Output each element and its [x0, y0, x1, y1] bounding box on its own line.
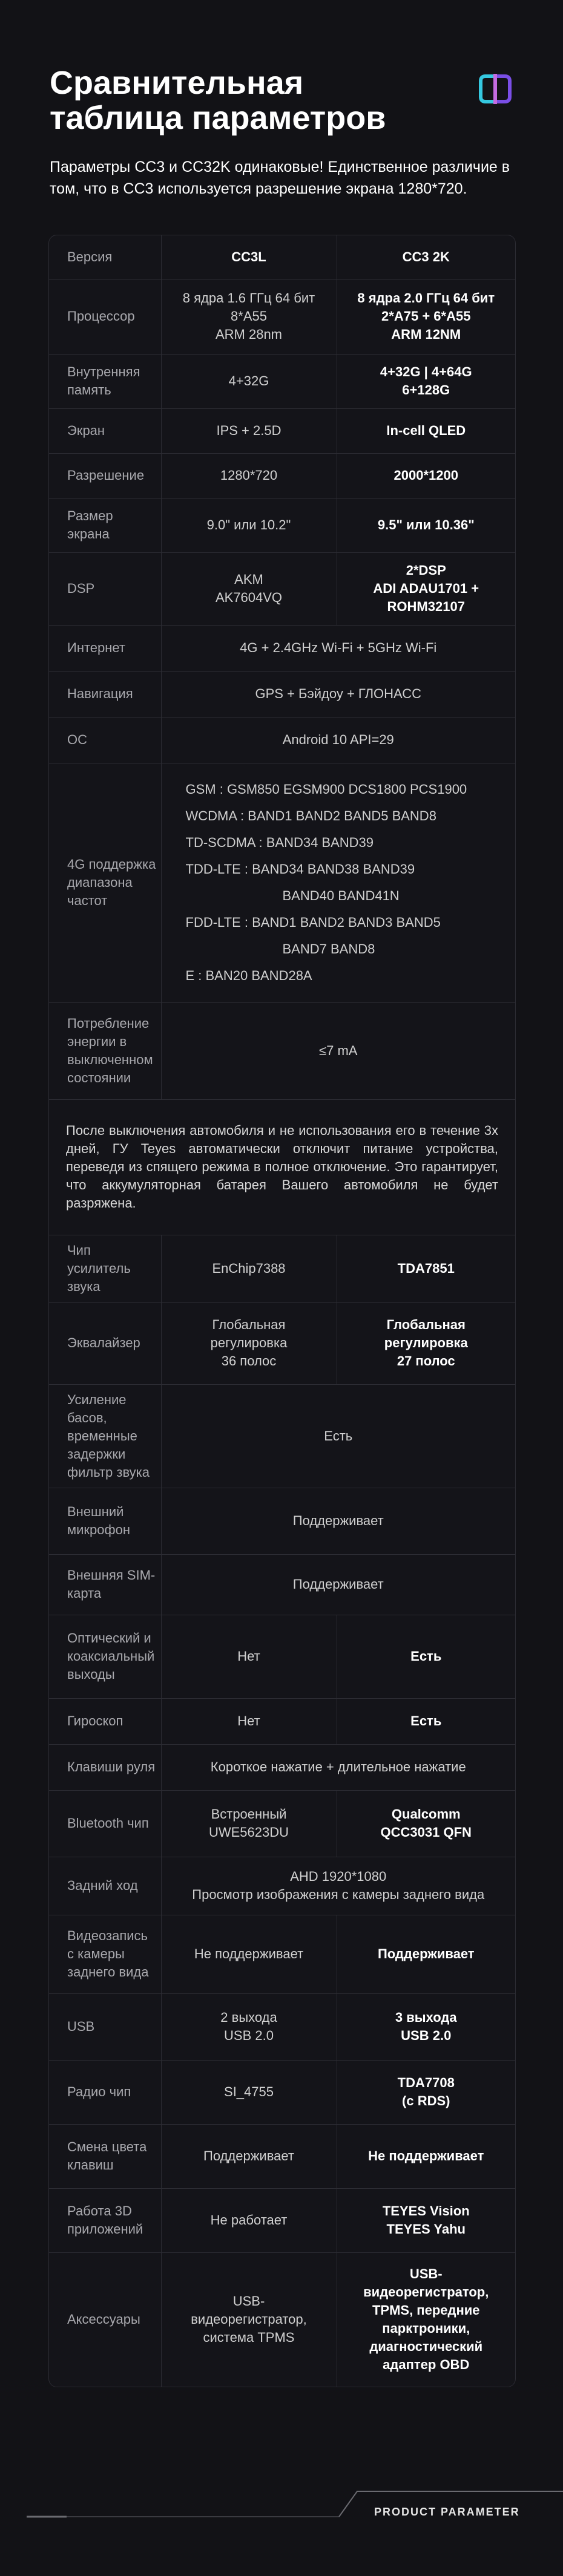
cell-cc32k: Не поддерживает: [337, 2124, 515, 2188]
cell-cc32k: In-cell QLED: [337, 408, 515, 453]
row-label: Аксессуары: [49, 2252, 161, 2387]
table-row-resolution: [49, 453, 515, 498]
table-row-bt: [49, 1790, 515, 1857]
band-line: BAND7 BAND8: [282, 941, 375, 956]
band-line: WCDMA : BAND1 BAND2 BAND5 BAND8: [185, 808, 436, 823]
table-row-radio: [49, 2060, 515, 2124]
band-line: TDD-LTE : BAND34 BAND38 BAND39: [185, 861, 415, 877]
table-row-navigation: [49, 671, 515, 717]
cell-cc32k: Есть: [337, 1615, 515, 1698]
table-row-apps3d: [49, 2188, 515, 2252]
cell-cc3l: Не работает: [161, 2188, 337, 2252]
band-line: BAND40 BAND41N: [282, 888, 400, 903]
row-label: Внешний микрофон: [49, 1488, 161, 1554]
teyes-logo-icon: [477, 71, 513, 106]
cell-cc3l: Глобальная регулировка 36 полос: [161, 1302, 337, 1384]
table-row-mic: [49, 1488, 515, 1554]
row-label: Экран: [49, 408, 161, 453]
row-label: Эквалайзер: [49, 1302, 161, 1384]
row-label: ОС: [49, 717, 161, 763]
row-label: Потребление энергии в выключенном состоянии: [49, 1002, 161, 1099]
row-label: Чип усилитель звука: [49, 1235, 161, 1302]
cell-merged: Поддерживает: [161, 1488, 515, 1554]
row-label: Оптический и коаксиальный выходы: [49, 1615, 161, 1698]
column-header-cc3l: CC3L: [161, 235, 337, 279]
cell-cc3l: Нет: [161, 1615, 337, 1698]
row-label: Задний ход: [49, 1857, 161, 1915]
cell-cc3l: USB- видеорегистратор, система TPMS: [161, 2252, 337, 2387]
row-label: Работа 3D приложений: [49, 2188, 161, 2252]
cell-merged: Короткое нажатие + длительное нажатие: [161, 1744, 515, 1790]
row-label: 4G поддержка диапазона частот: [49, 763, 161, 1002]
table-row-optical: [49, 1615, 515, 1698]
cell-cc32k: 8 ядра 2.0 ГГц 64 бит 2*A75 + 6*A55 ARM 12NM: [337, 279, 515, 354]
cell-cc32k: Qualcomm QCC3031 QFN: [337, 1790, 515, 1857]
row-label: Разрешение: [49, 453, 161, 498]
band-line: E : BAN20 BAND28A: [185, 968, 312, 983]
cell-cc3l: Не поддерживает: [161, 1915, 337, 1993]
cell-cc3l: 1280*720: [161, 453, 337, 498]
table-row-size: [49, 498, 515, 552]
band-line: GSM : GSM850 EGSM900 DCS1800 PCS1900: [185, 782, 467, 797]
table-row-internet: [49, 625, 515, 671]
cell-cc32k: Поддерживает: [337, 1915, 515, 1993]
cell-merged: ≤7 mA: [161, 1002, 515, 1099]
row-label: Навигация: [49, 671, 161, 717]
table-row-os: [49, 717, 515, 763]
row-label: Видеозапись с камеры заднего вида: [49, 1915, 161, 1993]
comparison-table: [48, 235, 516, 2387]
cell-merged: Есть: [161, 1384, 515, 1488]
cell-cc3l: IPS + 2.5D: [161, 408, 337, 453]
table-row-screen: [49, 408, 515, 453]
row-label: Усиление басов, временные задержки фильтр звука: [49, 1384, 161, 1488]
row-label: Гироскоп: [49, 1698, 161, 1744]
row-label: Радио чип: [49, 2060, 161, 2124]
table-row-keycolor: [49, 2124, 515, 2188]
table-row-sim: [49, 1554, 515, 1615]
page-title: Сравнительная таблица параметров: [50, 65, 386, 136]
row-label: Клавиши руля: [49, 1744, 161, 1790]
table-row-reverse: [49, 1857, 515, 1915]
cell-cc32k: USB- видеорегистратор, TPMS, передние парктроники, диагностический адаптер OBD: [363, 2266, 489, 2373]
table-row-amp: [49, 1235, 515, 1302]
row-label: Версия: [49, 235, 161, 279]
cell-merged: Поддерживает: [161, 1554, 515, 1615]
table-row-memory: [49, 354, 515, 408]
cell-cc3l: EnChip7388: [161, 1235, 337, 1302]
cell-cc32k: TEYES Vision TEYES Yahu: [337, 2188, 515, 2252]
cell-cc3l: 8 ядра 1.6 ГГц 64 бит 8*A55 ARM 28nm: [161, 279, 337, 354]
cell-cc3l: AKM AK7604VQ: [161, 552, 337, 625]
cell-cc3l: Нет: [161, 1698, 337, 1744]
cell-cc3l: Поддерживает: [161, 2124, 337, 2188]
cell-cc32k: Глобальная регулировка 27 полос: [337, 1302, 515, 1384]
band-line: FDD-LTE : BAND1 BAND2 BAND3 BAND5: [185, 915, 441, 930]
cell-cc3l: Встроенный UWE5623DU: [161, 1790, 337, 1857]
row-label: Внешняя SIM-карта: [49, 1554, 161, 1615]
table-row-wheel: [49, 1744, 515, 1790]
cell-cc3l: 9.0" или 10.2": [161, 498, 337, 552]
row-label: Смена цвета клавиш: [49, 2124, 161, 2188]
cell-cc32k: TDA7851: [337, 1235, 515, 1302]
band-list: [161, 763, 515, 1002]
band-line: TD-SCDMA : BAND34 BAND39: [185, 835, 374, 850]
row-label: Bluetooth чип: [49, 1790, 161, 1857]
table-row-bands: [49, 763, 515, 1002]
table-row-power-note: [49, 1099, 515, 1235]
cell-merged: AHD 1920*1080 Просмотр изображения с камеры заднего вида: [161, 1857, 515, 1915]
footer-label: PRODUCT PARAMETER: [374, 2506, 520, 2518]
table-row-rec: [49, 1915, 515, 1993]
power-note: После выключения автомобиля и не использования его в течение 3х дней, ГУ Teyes автоматически отключит питание устройства, переведя из спящего режима в полное отключение. Это гарантирует, что аккумуляторная батарея Вашего автомобиля не будет разряжена.: [49, 1099, 515, 1235]
cell-cc32k: 9.5" или 10.36": [337, 498, 515, 552]
table-row-processor: [49, 279, 515, 354]
cell-cc32k: 2*DSP ADI ADAU1701 + ROHM32107: [337, 552, 515, 625]
cell-cc3l: 4+32G: [161, 354, 337, 408]
cell-cc32k: 4+32G | 4+64G 6+128G: [337, 354, 515, 408]
cell-cc32k: TDA7708 (с RDS): [337, 2060, 515, 2124]
cell-cc32k: 3 выхода USB 2.0: [337, 1993, 515, 2060]
row-label: Размер экрана: [49, 498, 161, 552]
intro-text: Параметры CC3 и CC32K одинаковые! Единственное различие в том, что в CC3 используется разрешение экрана 1280*720.: [50, 159, 510, 197]
cell-merged: 4G + 2.4GHz Wi-Fi + 5GHz Wi-Fi: [161, 625, 515, 671]
table-row-power: [49, 1002, 515, 1099]
table-row-bass: [49, 1384, 515, 1488]
row-label: Процессор: [49, 279, 161, 354]
cell-cc32k: Есть: [337, 1698, 515, 1744]
table-row-accessories: [49, 2252, 515, 2387]
cell-cc32k: 2000*1200: [337, 453, 515, 498]
table-row-eq: [49, 1302, 515, 1384]
row-label: DSP: [49, 552, 161, 625]
table-row-dsp: [49, 552, 515, 625]
row-label: Интернет: [49, 625, 161, 671]
cell-merged: Android 10 API=29: [161, 717, 515, 763]
cell-cc3l: 2 выхода USB 2.0: [161, 1993, 337, 2060]
cell-cc3l: SI_4755: [161, 2060, 337, 2124]
column-header-cc32k: CC3 2K: [337, 235, 515, 279]
row-label: Внутренняя память: [49, 354, 161, 408]
row-label: USB: [49, 1993, 161, 2060]
table-row-usb: [49, 1993, 515, 2060]
table-row-gyro: [49, 1698, 515, 1744]
cell-merged: GPS + Бэйдоу + ГЛОНАСС: [161, 671, 515, 717]
table-row-version: [49, 235, 515, 279]
